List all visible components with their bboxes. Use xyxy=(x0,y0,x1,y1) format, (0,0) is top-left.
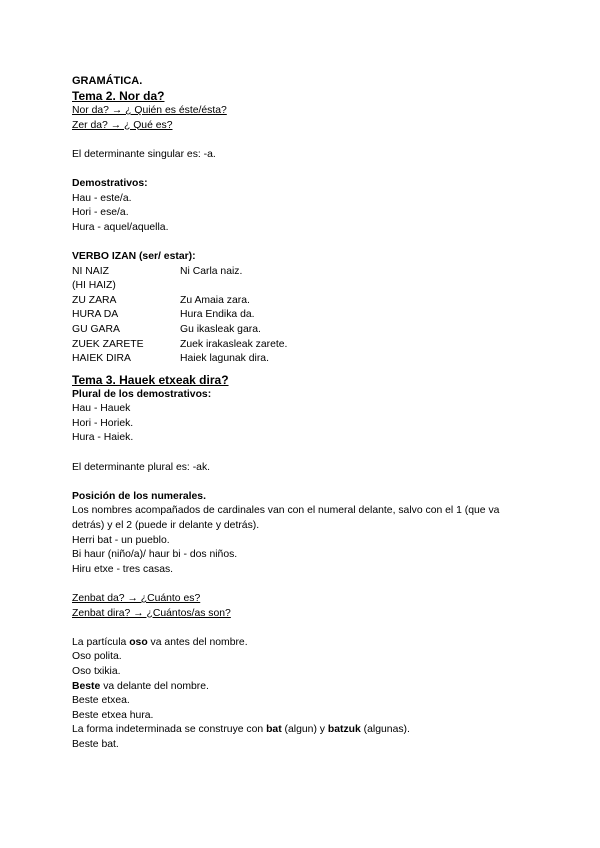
beste-example: Beste etxea. xyxy=(72,695,130,707)
plural-heading: Plural de los demostrativos: xyxy=(72,388,212,400)
demostrativo-item: Hau - este/a. xyxy=(72,192,132,204)
beste-rule: Beste va delante del nombre. xyxy=(72,680,209,692)
verbo-pronoun: GU GARA xyxy=(72,323,120,335)
verbo-example: Ni Carla naiz. xyxy=(180,265,243,277)
plural-item: Hura - Haiek. xyxy=(72,432,134,444)
indeterminada-rule: La forma indeterminada se construye con bat (algun) y batzuk (algunas). xyxy=(72,724,410,736)
verbo-example: Hura Endika da. xyxy=(180,309,255,321)
numerales-text: Los nombres acompañados de cardinales van con el numeral delante, salvo con el 1 (que va detrás) y el 2 (puede ir delante y detrás). xyxy=(72,505,500,532)
plural-item: Hau - Hauek xyxy=(72,403,131,415)
verbo-row xyxy=(72,352,532,367)
verbo-example: Gu ikasleak gara. xyxy=(180,323,261,335)
verbo-izan-table xyxy=(72,265,532,367)
demostrativo-item: Hori - ese/a. xyxy=(72,207,129,219)
demostrativo-item: Hura - aquel/aquella. xyxy=(72,221,169,233)
oso-rule: La partícula oso va antes del nombre. xyxy=(72,636,248,648)
verbo-pronoun: ZU ZARA xyxy=(72,294,117,306)
oso-example: Oso polita. xyxy=(72,651,122,663)
tema3-heading: Tema 3. Hauek etxeak dira? xyxy=(72,372,229,387)
numeral-example: Bi haur (niño/a)/ haur bi - dos niños. xyxy=(72,549,238,561)
beste-example: Beste etxea hura. xyxy=(72,709,154,721)
numeral-example: Hiru etxe - tres casas. xyxy=(72,563,174,575)
numerales-heading: Posición de los numerales. xyxy=(72,490,206,502)
final-example: Beste bat. xyxy=(72,738,119,750)
verbo-row xyxy=(72,323,532,338)
determinante-singular: El determinante singular es: -a. xyxy=(72,148,216,160)
numeral-example: Herri bat - un pueblo. xyxy=(72,534,170,546)
demostrativos-heading: Demostrativos: xyxy=(72,177,148,189)
oso-example: Oso txikia. xyxy=(72,665,121,677)
verbo-example: Zu Amaia zara. xyxy=(180,294,250,306)
verbo-pronoun: HAIEK DIRA xyxy=(72,353,131,365)
zenbat-question-1: Zenbat da? → ¿Cuánto es? xyxy=(72,593,201,604)
verbo-row xyxy=(72,279,532,294)
verbo-example: Haiek lagunak dira. xyxy=(180,353,269,365)
verbo-pronoun: NI NAIZ xyxy=(72,265,109,277)
verbo-row xyxy=(72,294,532,309)
verbo-izan-heading: VERBO IZAN (ser/ estar): xyxy=(72,250,196,262)
zenbat-question-2: Zenbat dira? → ¿Cuántos/as son? xyxy=(72,607,231,619)
tema2-question-1: Nor da? → ¿ Quién es éste/ésta? xyxy=(72,105,227,116)
verbo-pronoun: ZUEK ZARETE xyxy=(72,338,144,350)
verbo-pronoun: HURA DA xyxy=(72,309,119,321)
verbo-pronoun: (HI HAIZ) xyxy=(72,280,116,292)
verbo-row xyxy=(72,308,532,323)
tema2-heading: Tema 2. Nor da? xyxy=(72,89,165,103)
plural-item: Hori - Horiek. xyxy=(72,417,134,429)
document-content xyxy=(72,74,532,753)
verbo-row xyxy=(72,265,532,280)
document-title: GRAMÁTICA. xyxy=(72,75,143,87)
determinante-plural: El determinante plural es: -ak. xyxy=(72,461,211,473)
tema2-question-2: Zer da? → ¿ Qué es? xyxy=(72,119,173,131)
verbo-row xyxy=(72,338,532,353)
verbo-example: Zuek irakasleak zarete. xyxy=(180,338,288,350)
